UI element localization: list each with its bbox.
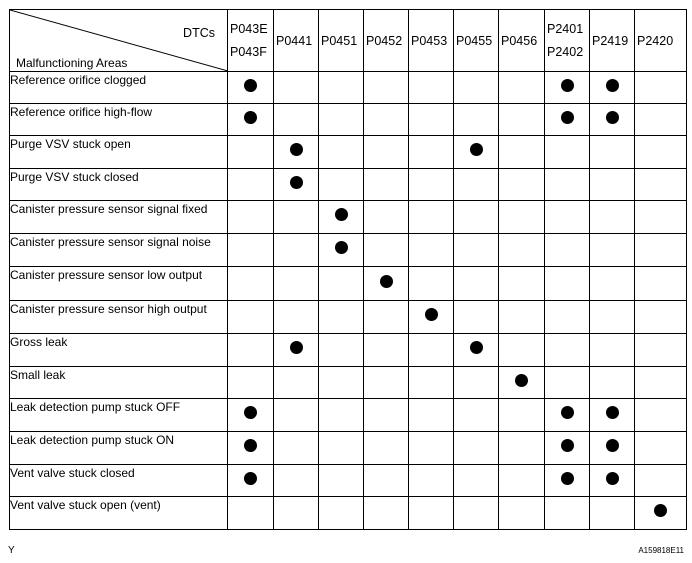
dtc-code: P2402 (547, 44, 584, 59)
dtc-cell (454, 399, 499, 432)
dtc-cell (409, 136, 454, 169)
dtc-cell (635, 432, 687, 465)
dtc-cell (274, 399, 319, 432)
dtc-cell (635, 465, 687, 497)
dtc-cell (590, 169, 635, 201)
dtc-cell (590, 234, 635, 267)
dtc-cell (590, 267, 635, 301)
dtc-cell (635, 334, 687, 367)
dtc-code: P043E (230, 21, 268, 36)
dtc-cell (590, 465, 635, 497)
dtc-cell (545, 334, 590, 367)
dtc-cell (454, 465, 499, 497)
dtc-cell (319, 465, 364, 497)
dtc-cell (274, 169, 319, 201)
applicable-dot-icon (380, 275, 393, 288)
dtc-cell (274, 367, 319, 399)
dtc-cell (635, 201, 687, 234)
dtc-code: P043F (230, 44, 267, 59)
applicable-dot-icon (606, 406, 619, 419)
dtc-cell (499, 136, 545, 169)
dtc-code-header (454, 10, 499, 72)
dtc-cell (454, 169, 499, 201)
dtc-cell (499, 201, 545, 234)
dtc-cell (319, 497, 364, 530)
dtc-code: P0455 (456, 33, 493, 48)
applicable-dot-icon (335, 208, 348, 221)
dtc-cell (590, 497, 635, 530)
malfunction-area-cell: Leak detection pump stuck OFF (10, 399, 228, 432)
dtc-cell (228, 72, 274, 104)
dtc-cell (364, 201, 409, 234)
dtc-code: P0441 (276, 33, 313, 48)
dtc-cell (409, 301, 454, 334)
applicable-dot-icon (561, 472, 574, 485)
dtc-cell (364, 136, 409, 169)
dtc-cell (499, 267, 545, 301)
dtc-cell (545, 169, 590, 201)
malfunction-area-cell: Canister pressure sensor high output (10, 301, 228, 334)
dtc-cell (499, 104, 545, 136)
dtc-code-header (364, 10, 409, 72)
dtc-cell (590, 334, 635, 367)
dtc-cell (635, 267, 687, 301)
dtc-cell (590, 367, 635, 399)
applicable-dot-icon (244, 472, 257, 485)
table-row (10, 497, 687, 530)
dtc-cell (409, 267, 454, 301)
dtc-cell (545, 267, 590, 301)
dtc-cell (454, 432, 499, 465)
dtc-cell (454, 234, 499, 267)
table-row (10, 432, 687, 465)
footer-left-mark: Y (8, 545, 15, 556)
dtc-cell (635, 104, 687, 136)
table-row (10, 301, 687, 334)
table-row (10, 399, 687, 432)
dtc-cell (409, 104, 454, 136)
dtc-cell (545, 234, 590, 267)
dtc-code: P0451 (321, 33, 358, 48)
dtc-cell (545, 201, 590, 234)
dtc-cell (454, 367, 499, 399)
table-row (10, 367, 687, 399)
dtc-cell (274, 465, 319, 497)
applicable-dot-icon (561, 439, 574, 452)
dtc-cell (228, 399, 274, 432)
dtc-cell (228, 136, 274, 169)
applicable-dot-icon (470, 341, 483, 354)
dtc-cell (454, 301, 499, 334)
dtc-cell (364, 267, 409, 301)
dtc-cell (499, 334, 545, 367)
dtc-cell (590, 104, 635, 136)
dtc-cell (274, 497, 319, 530)
dtc-cell (545, 497, 590, 530)
dtc-cell (409, 234, 454, 267)
dtc-cell (635, 234, 687, 267)
applicable-dot-icon (244, 79, 257, 92)
dtc-cell (319, 432, 364, 465)
dtc-cell (454, 497, 499, 530)
dtc-cell (409, 201, 454, 234)
applicable-dot-icon (470, 143, 483, 156)
header-row (10, 10, 687, 72)
dtc-code: P2401 (547, 21, 584, 36)
dtc-cell (228, 267, 274, 301)
corner-header-cell (10, 10, 228, 72)
dtc-code-header (590, 10, 635, 72)
dtc-cell (499, 432, 545, 465)
applicable-dot-icon (561, 79, 574, 92)
dtc-cell (590, 72, 635, 104)
dtc-code: P2420 (637, 33, 674, 48)
figure-id: A159818E11 (638, 546, 684, 555)
dtc-cell (409, 432, 454, 465)
table-row (10, 234, 687, 267)
malfunction-area-cell: Leak detection pump stuck ON (10, 432, 228, 465)
malfunction-area-cell: Vent valve stuck open (vent) (10, 497, 228, 530)
malfunction-area-cell: Canister pressure sensor signal noise (10, 234, 228, 267)
dtc-code-header (545, 10, 590, 72)
dtc-cell (409, 367, 454, 399)
dtc-cell (319, 399, 364, 432)
dtc-cell (319, 334, 364, 367)
dtc-cell (499, 169, 545, 201)
dtc-cell (319, 104, 364, 136)
dtc-cell (228, 169, 274, 201)
applicable-dot-icon (244, 111, 257, 124)
table-row (10, 334, 687, 367)
malfunctioning-areas-label: Malfunctioning Areas (16, 56, 128, 70)
malfunction-area-cell: Reference orifice clogged (10, 72, 228, 104)
dtc-cell (499, 234, 545, 267)
dtc-cell (545, 136, 590, 169)
malfunction-area-cell: Reference orifice high-flow (10, 104, 228, 136)
dtc-code-header (635, 10, 687, 72)
dtc-cell (545, 72, 590, 104)
dtc-cell (364, 72, 409, 104)
dtc-cell (319, 267, 364, 301)
dtc-cell (590, 301, 635, 334)
applicable-dot-icon (561, 111, 574, 124)
dtc-cell (635, 399, 687, 432)
dtc-cell (499, 72, 545, 104)
table-row (10, 104, 687, 136)
dtcs-label: DTCs (183, 26, 215, 40)
dtc-cell (228, 201, 274, 234)
dtc-cell (635, 367, 687, 399)
applicable-dot-icon (290, 341, 303, 354)
dtc-cell (319, 201, 364, 234)
dtc-cell (274, 72, 319, 104)
dtc-code: P0452 (366, 33, 403, 48)
dtc-cell (319, 136, 364, 169)
dtc-cell (409, 497, 454, 530)
malfunction-area-cell: Canister pressure sensor low output (10, 267, 228, 301)
dtc-cell (635, 301, 687, 334)
dtc-cell (409, 334, 454, 367)
malfunction-area-cell: Purge VSV stuck closed (10, 169, 228, 201)
dtc-cell (635, 497, 687, 530)
applicable-dot-icon (561, 406, 574, 419)
table-row (10, 465, 687, 497)
dtc-cell (319, 169, 364, 201)
dtc-code: P2419 (592, 33, 629, 48)
dtc-cell (499, 301, 545, 334)
dtc-code-header (499, 10, 545, 72)
dtc-code-header (409, 10, 454, 72)
dtc-cell (454, 136, 499, 169)
applicable-dot-icon (606, 79, 619, 92)
dtc-cell (274, 267, 319, 301)
dtc-cell (274, 201, 319, 234)
malfunction-area-cell: Small leak (10, 367, 228, 399)
dtc-cell (409, 399, 454, 432)
applicable-dot-icon (290, 176, 303, 189)
dtc-cell (635, 72, 687, 104)
dtc-code-header (228, 10, 274, 72)
dtc-cell (499, 465, 545, 497)
malfunction-area-cell: Vent valve stuck closed (10, 465, 228, 497)
dtc-cell (454, 104, 499, 136)
dtc-code-header (319, 10, 364, 72)
dtc-cell (545, 399, 590, 432)
table-row (10, 169, 687, 201)
table-row (10, 72, 687, 104)
dtc-cell (228, 334, 274, 367)
dtc-cell (545, 465, 590, 497)
dtc-cell (635, 136, 687, 169)
dtc-cell (364, 465, 409, 497)
dtc-cell (364, 399, 409, 432)
dtc-cell (364, 432, 409, 465)
dtc-cell (228, 432, 274, 465)
dtc-cell (228, 367, 274, 399)
dtc-cell (319, 72, 364, 104)
dtc-cell (274, 136, 319, 169)
dtc-cell (545, 104, 590, 136)
dtc-cell (228, 497, 274, 530)
dtc-cell (454, 267, 499, 301)
dtc-cell (319, 367, 364, 399)
table-row (10, 136, 687, 169)
dtc-cell (499, 367, 545, 399)
dtc-cell (274, 234, 319, 267)
dtc-cell (228, 104, 274, 136)
dtc-cell (364, 169, 409, 201)
dtc-cell (409, 169, 454, 201)
applicable-dot-icon (244, 406, 257, 419)
dtc-cell (590, 136, 635, 169)
dtc-code: P0456 (501, 33, 538, 48)
dtc-cell (454, 201, 499, 234)
applicable-dot-icon (606, 472, 619, 485)
dtc-cell (274, 104, 319, 136)
dtc-cell (228, 301, 274, 334)
malfunction-area-cell: Gross leak (10, 334, 228, 367)
applicable-dot-icon (290, 143, 303, 156)
dtc-cell (590, 432, 635, 465)
dtc-cell (274, 301, 319, 334)
dtc-cell (499, 497, 545, 530)
table-row (10, 201, 687, 234)
dtc-cell (364, 301, 409, 334)
dtc-cell (454, 72, 499, 104)
applicable-dot-icon (335, 241, 348, 254)
dtc-cell (364, 497, 409, 530)
applicable-dot-icon (606, 111, 619, 124)
dtc-cell (545, 301, 590, 334)
dtc-cell (409, 465, 454, 497)
dtc-cell (454, 334, 499, 367)
applicable-dot-icon (606, 439, 619, 452)
applicable-dot-icon (244, 439, 257, 452)
applicable-dot-icon (654, 504, 667, 517)
dtc-cell (590, 201, 635, 234)
dtc-cell (319, 301, 364, 334)
dtc-cell (364, 234, 409, 267)
dtc-cell (228, 234, 274, 267)
dtc-cell (409, 72, 454, 104)
malfunction-area-cell: Purge VSV stuck open (10, 136, 228, 169)
dtc-cell (635, 169, 687, 201)
dtc-cell (499, 399, 545, 432)
dtc-cell (319, 234, 364, 267)
dtc-cell (590, 399, 635, 432)
dtc-cell (364, 104, 409, 136)
dtc-cell (274, 432, 319, 465)
dtc-cell (274, 334, 319, 367)
dtc-code: P0453 (411, 33, 448, 48)
dtc-table (9, 9, 687, 530)
dtc-code-header (274, 10, 319, 72)
applicable-dot-icon (425, 308, 438, 321)
malfunction-area-cell: Canister pressure sensor signal fixed (10, 201, 228, 234)
dtc-cell (364, 367, 409, 399)
dtc-cell (545, 432, 590, 465)
dtc-cell (545, 367, 590, 399)
applicable-dot-icon (515, 374, 528, 387)
dtc-cell (364, 334, 409, 367)
table-row (10, 267, 687, 301)
dtc-cell (228, 465, 274, 497)
